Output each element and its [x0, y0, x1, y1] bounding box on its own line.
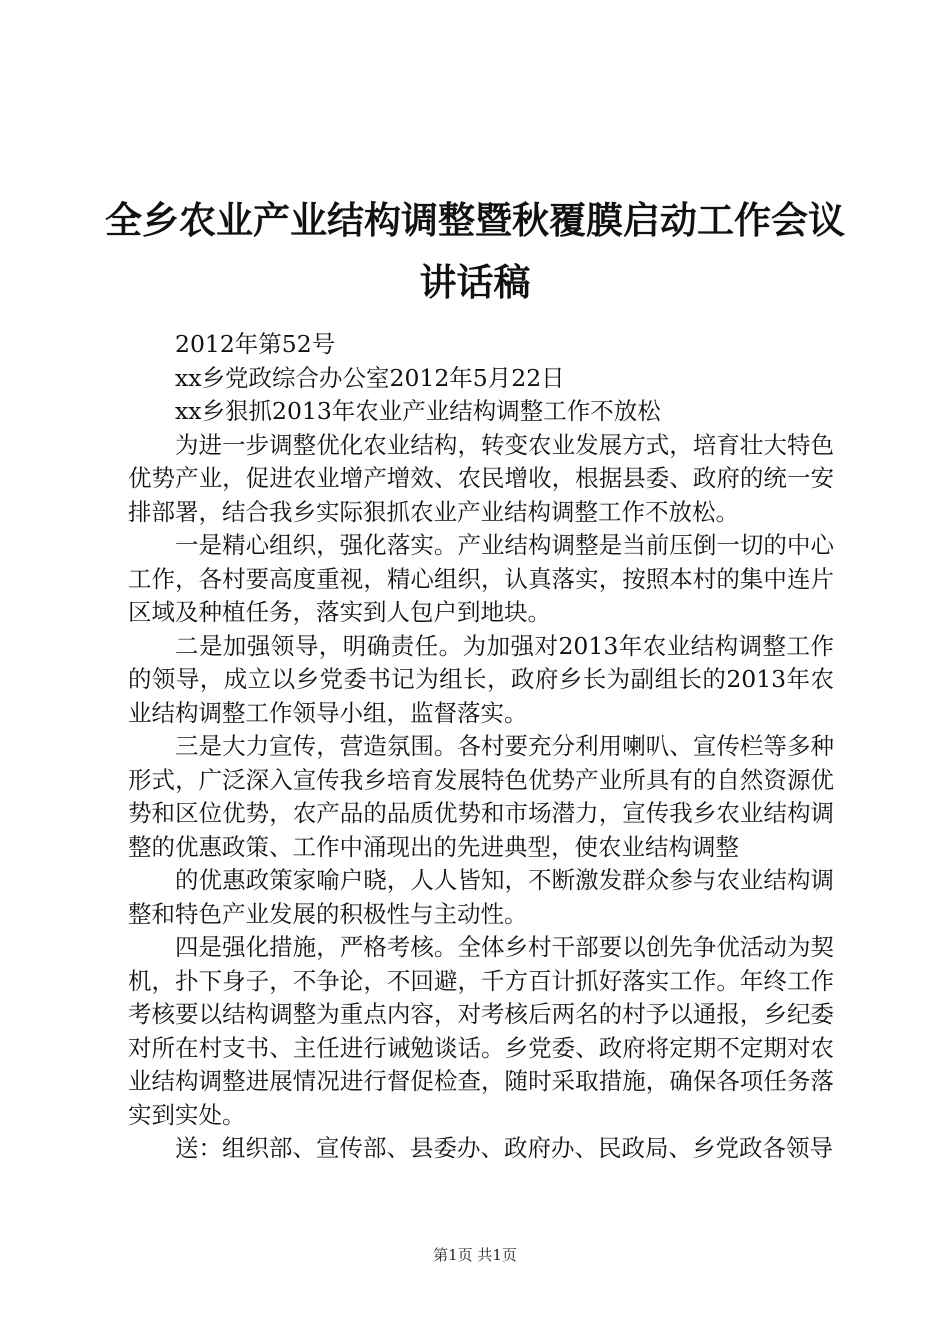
document-body: [128, 328, 834, 1166]
body-paragraph: 三是大力宣传，营造氛围。各村要充分利用喇叭、宣传栏等多种形式，广泛深入宣传我乡培育发展特色优势产业所具有的自然资源优势和区位优势，农产品的品质优势和市场潜力，宣传我乡农业结构调整的优惠政策、工作中涌现出的先进典型，使农业结构调整: [128, 732, 834, 861]
article-heading: xx乡狠抓2013年农业产业结构调整工作不放松: [175, 397, 661, 425]
body-paragraph: 一是精心组织，强化落实。产业结构调整是当前压倒一切的中心工作，各村要高度重视，精心组织，认真落实，按照本村的集中连片区域及种植任务，落实到人包户到地块。: [128, 531, 834, 626]
body-paragraph: 四是强化措施，严格考核。全体乡村干部要以创先争优活动为契机，扑下身子，不争论，不回避，千方百计抓好落实工作。年终工作考核要以结构调整为重点内容，对考核后两名的村予以通报，乡纪委对所在村支书、主任进行诫勉谈话。乡党委、政府将定期不定期对农业结构调整进展情况进行督促检查，随时采取措施，确保各项任务落实到实处。: [128, 933, 834, 1129]
body-paragraph: 二是加强领导，明确责任。为加强对2013年农业结构调整工作的领导，成立以乡党委书记为组长，政府乡长为副组长的2013年农业结构调整工作领导小组，监督落实。: [128, 631, 834, 727]
body-paragraph: 的优惠政策家喻户晓，人人皆知，不断激发群众参与农业结构调整和特色产业发展的积极性与主动性。: [128, 866, 834, 928]
document-title-line-2: 讲话稿: [419, 260, 531, 304]
issuing-office-date: xx乡党政综合办公室2012年5月22日: [175, 363, 565, 392]
document-number: 2012年第52号: [175, 330, 336, 358]
distribution-list: 送：组织部、宣传部、县委办、政府办、民政局、乡党政各领导: [175, 1134, 833, 1162]
document-title-line-1: 全乡农业产业结构调整暨秋覆膜启动工作会议: [105, 198, 845, 242]
page-footer: 第1页 共1页: [433, 1246, 517, 1264]
body-paragraph: 为进一步调整优化农业结构，转变农业发展方式，培育壮大特色优势产业，促进农业增产增效、农民增收，根据县委、政府的统一安排部署，结合我乡实际狠抓农业产业结构调整工作不放松。: [128, 430, 834, 526]
